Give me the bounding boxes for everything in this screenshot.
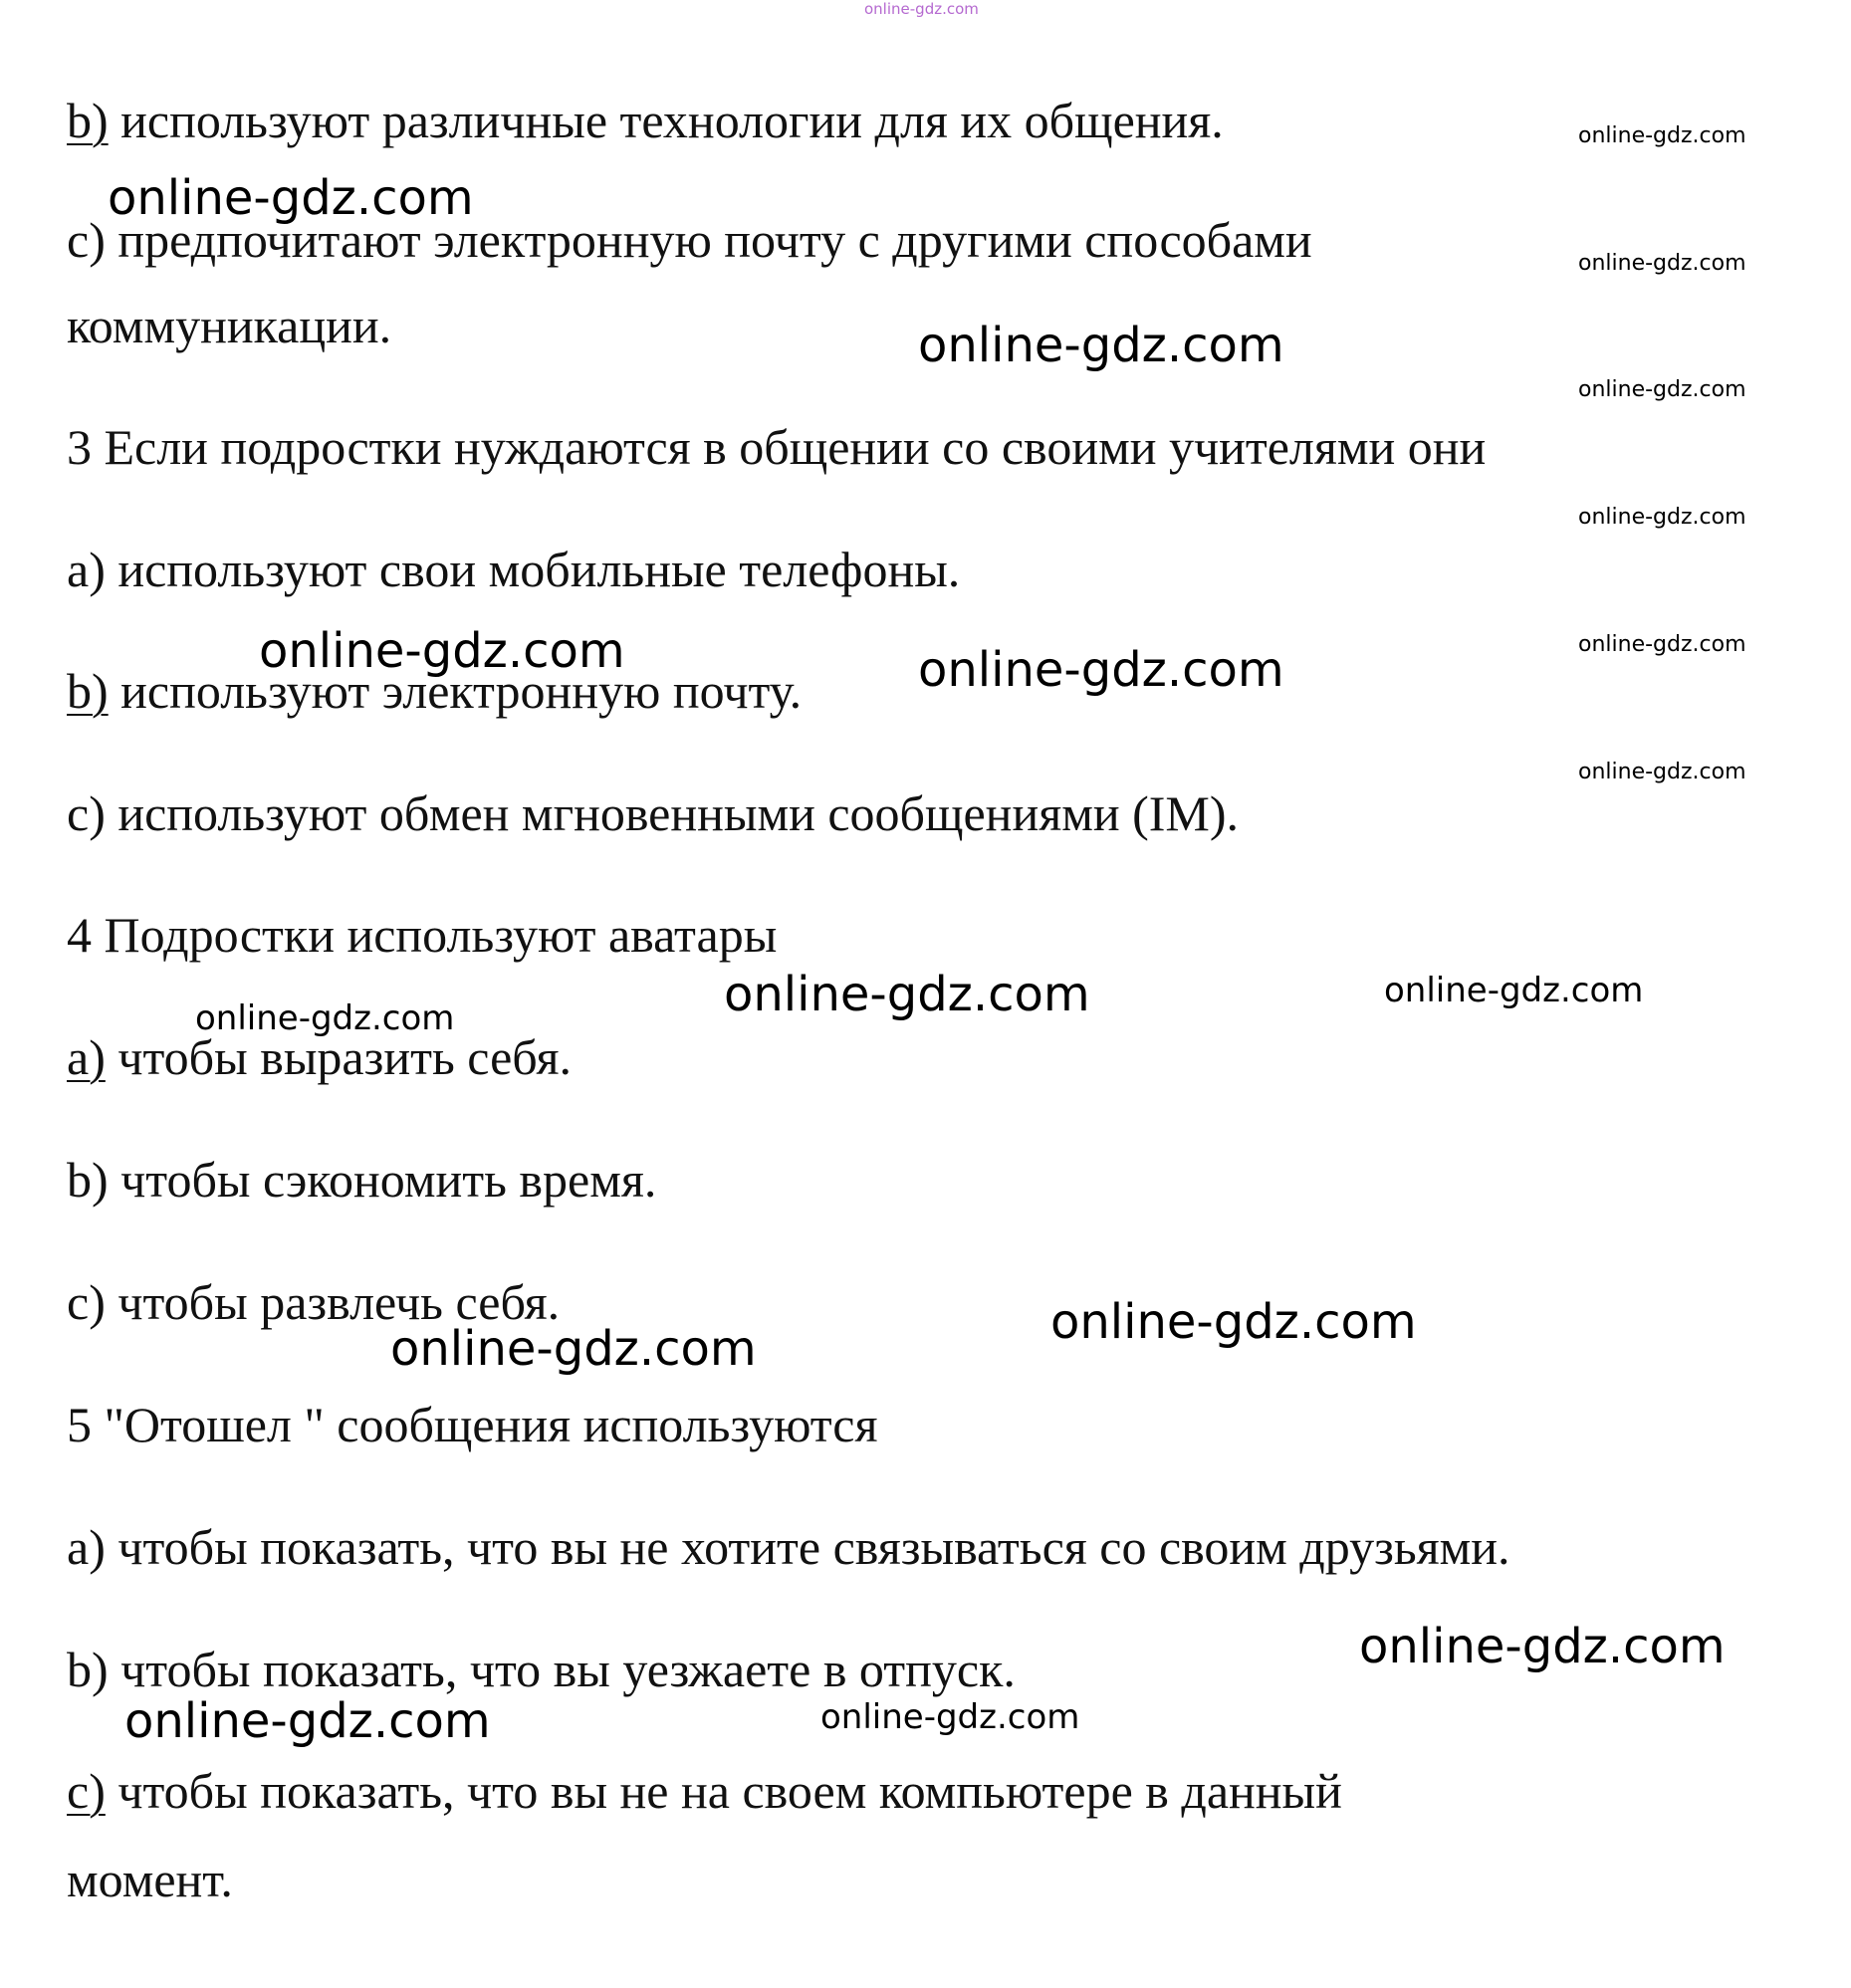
option-text: момент. [67,1852,233,1907]
option-text: чтобы развлечь себя. [117,1274,561,1330]
option-marker: b) [67,93,109,148]
option-marker: c) [67,212,106,268]
option-marker: b) [67,1152,109,1208]
option-marker: b) [67,663,109,719]
watermark: online-gdz.com [1578,760,1746,784]
option-text: используют свои мобильные телефоны. [117,542,961,597]
answer-line-c-selected [67,1760,1342,1822]
watermark: online-gdz.com [820,1697,1080,1737]
option-marker: c) [67,1274,106,1330]
option-text: чтобы выразить себя. [117,1029,572,1085]
answer-line-b [67,1149,656,1211]
watermark: online-gdz.com [1384,971,1644,1010]
answer-line-c-continued [67,295,391,356]
watermark: online-gdz.com [1578,251,1746,276]
watermark: online-gdz.com [108,170,474,226]
answer-line-a [67,539,960,600]
question-text: 5 "Отошел " сообщения используются [67,1397,878,1452]
question-text: 4 Подростки используют аватары [67,907,778,963]
watermark: online-gdz.com [390,1321,757,1377]
option-marker: b) [67,1642,109,1697]
option-text: чтобы сэкономить время. [120,1152,657,1208]
question-5 [67,1394,877,1455]
option-marker: c) [67,785,106,841]
question-text: 3 Если подростки нуждаются в общении со своими учителями они [67,419,1487,475]
watermark: online-gdz.com [918,318,1284,373]
option-marker: c) [67,1763,106,1819]
watermark: online-gdz.com [918,642,1284,698]
option-text: чтобы показать, что вы уезжаете в отпуск. [120,1642,1016,1697]
option-text: чтобы показать, что вы не хотите связываться со своим друзьями. [117,1519,1510,1575]
answer-line-c [67,782,1239,844]
option-text: используют обмен мгновенными сообщениями (IM). [117,785,1240,841]
question-4 [67,904,777,966]
watermark: online-gdz.com [1359,1619,1726,1674]
answer-line-a [67,1516,1510,1578]
watermark: online-gdz.com [259,623,625,679]
option-text: предпочитают электронную почту с другими способами [117,212,1312,268]
watermark: online-gdz.com [1578,505,1746,530]
option-marker: a) [67,1029,106,1085]
option-text: используют различные технологии для их общения. [120,93,1224,148]
option-text: коммуникации. [67,298,392,353]
watermark: online-gdz.com [195,998,455,1038]
watermark: online-gdz.com [864,0,979,18]
answer-line-c-continued [67,1849,233,1910]
watermark: online-gdz.com [1578,377,1746,402]
answer-line-b [67,1639,1016,1700]
option-text: чтобы показать, что вы не на своем компьютере в данный [117,1763,1342,1819]
watermark: online-gdz.com [1578,632,1746,657]
watermark: online-gdz.com [1050,1294,1417,1350]
option-marker: a) [67,1519,106,1575]
option-marker: a) [67,542,106,597]
watermark: online-gdz.com [124,1693,491,1749]
question-3 [67,416,1486,478]
option-text: используют электронную почту. [120,663,803,719]
watermark: online-gdz.com [1578,123,1746,148]
answer-line-b-selected [67,90,1224,151]
watermark: online-gdz.com [724,967,1090,1022]
